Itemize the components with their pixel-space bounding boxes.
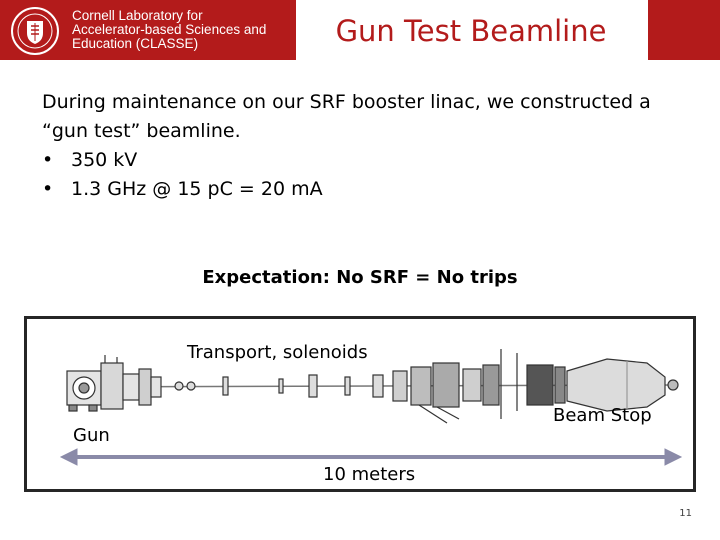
org-name [72,9,272,51]
beamline-figure [24,316,696,492]
org-name-line: Cornell Laboratory for [72,8,203,23]
beam-stop-label: Beam Stop [553,405,652,426]
intro-text: During maintenance on our SRF booster linac, we constructed a “gun test” beamline. [42,91,651,142]
cornell-seal-icon [10,6,60,56]
diagnostics-section [393,349,517,423]
org-name-line: Accelerator-based Sciences and [72,22,267,37]
gun-label: Gun [73,425,110,446]
beam-stop [527,359,678,411]
gun-assembly [67,355,161,411]
slide-body [42,88,692,204]
page-number: 11 [679,508,692,519]
transport-label: Transport, solenoids [187,342,368,363]
bullet-item: • 350 kV [42,146,692,175]
length-arrow [61,449,681,465]
length-label: 10 meters [323,464,416,485]
bullet-list [42,146,692,204]
slide-title: Gun Test Beamline [335,14,607,48]
org-name-line: Education (CLASSE) [72,36,199,51]
bullet-item: • 1.3 GHz @ 15 pC = 20 mA [42,175,692,204]
expectation-text: Expectation: No SRF = No trips [202,267,518,288]
